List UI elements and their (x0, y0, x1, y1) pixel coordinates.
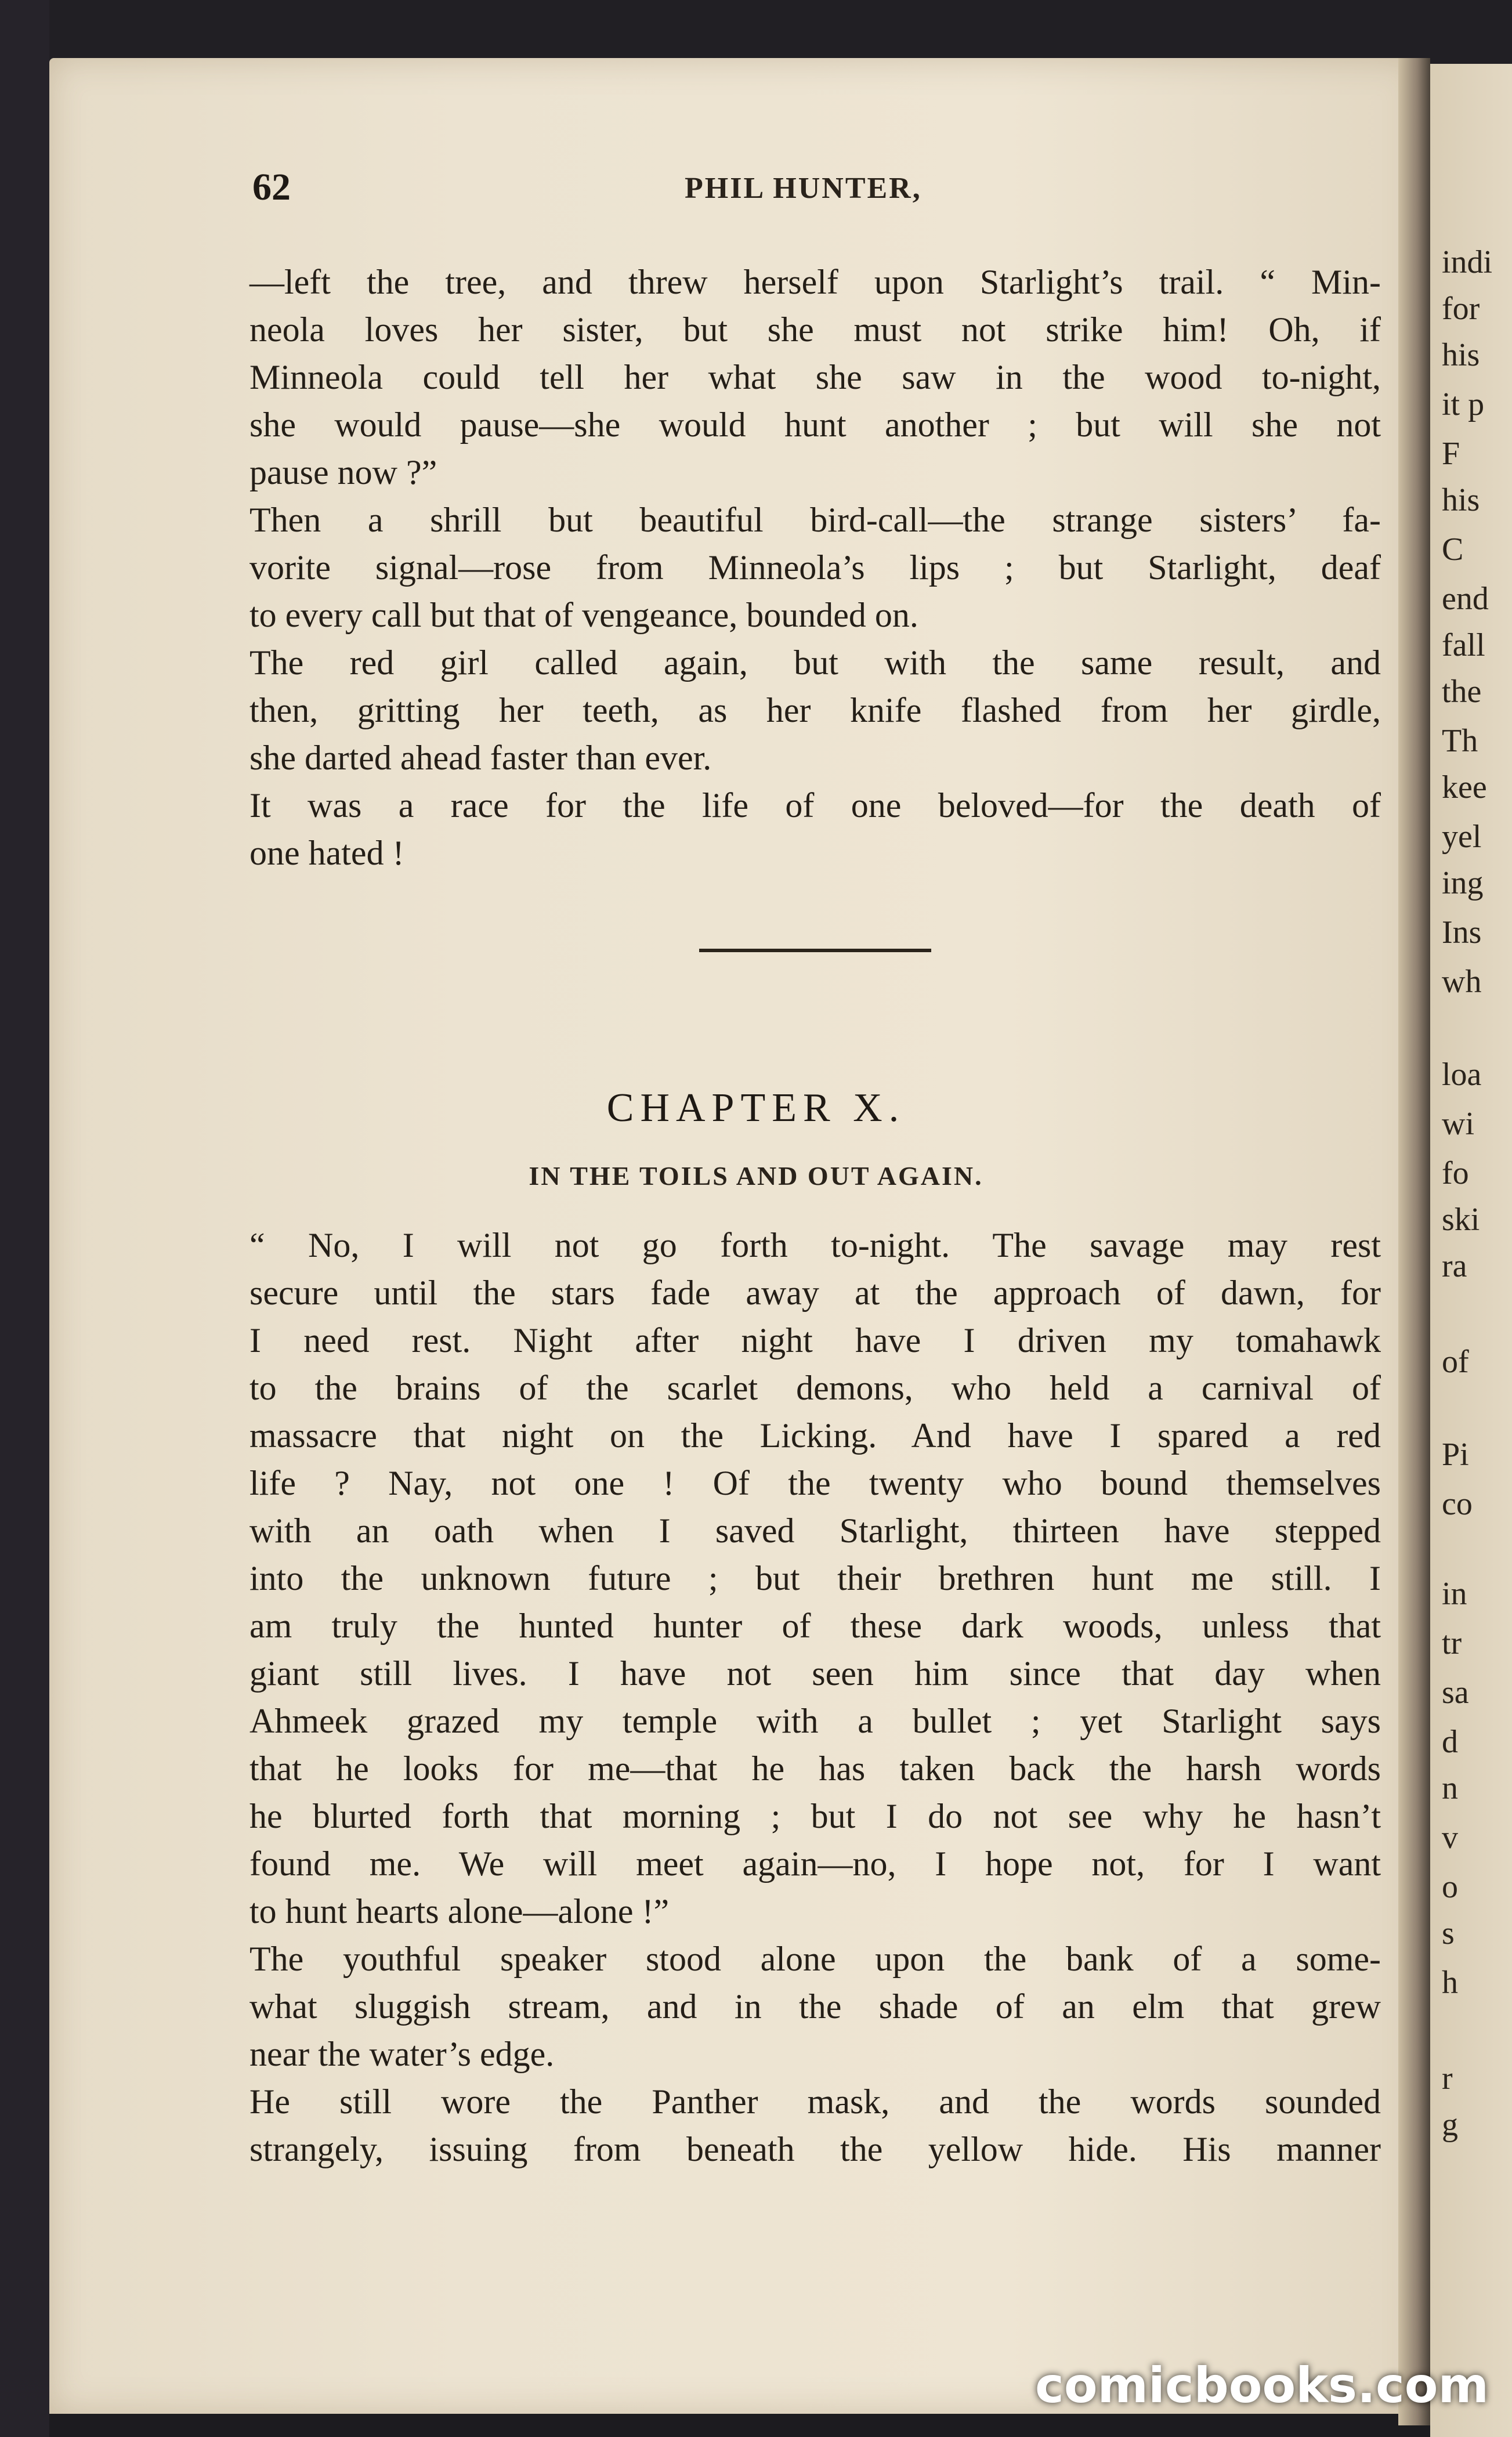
text-line: neola loves her sister, but she must not strike him! Oh, if (249, 310, 1381, 349)
text-line: I need rest. Night after night have I driven my tomahawk (249, 1321, 1381, 1359)
facing-page-fragment: v (1442, 1820, 1458, 1856)
section-rule (699, 949, 931, 952)
watermark: comicbooks.com (1035, 2357, 1489, 2414)
facing-page-fragment: end (1442, 581, 1489, 617)
text-line: am truly the hunted hunter of these dark woods, unless that (249, 1607, 1381, 1645)
text-line: found me. We will meet again—no, I hope not, for I want (249, 1845, 1381, 1883)
facing-page-fragment: h (1442, 1965, 1458, 2001)
facing-page-fragment: d (1442, 1724, 1458, 1760)
facing-page-fragment: Ins (1442, 914, 1482, 950)
text-line: life ? Nay, not one ! Of the twenty who bound themselves (249, 1464, 1381, 1502)
facing-page-fragment: fall (1442, 627, 1485, 663)
text-line: she would pause—she would hunt another ; but will she not (249, 406, 1381, 444)
facing-page-fragment: loa (1442, 1057, 1482, 1093)
facing-page-fragment: kee (1442, 769, 1487, 805)
text-line: to the brains of the scarlet demons, who held a carnival of (249, 1369, 1381, 1407)
text-line: It was a race for the life of one beloved—for the death of (249, 786, 1381, 825)
text-line: The red girl called again, but with the same result, and (249, 643, 1381, 682)
text-line: what sluggish stream, and in the shade of an elm that grew (249, 1987, 1381, 2026)
facing-page-edge (1430, 64, 1512, 2437)
text-line: He still wore the Panther mask, and the words sounded (249, 2082, 1381, 2121)
text-line: massacre that night on the Licking. And have I spared a red (249, 1416, 1381, 1455)
facing-page-fragment: fo (1442, 1155, 1469, 1191)
facing-page-fragment: sa (1442, 1675, 1469, 1711)
dark-background-left (0, 0, 49, 2437)
text-line: he blurted forth that morning ; but I do not see why he hasn’t (249, 1797, 1381, 1835)
facing-page-fragment: o (1442, 1869, 1458, 1905)
facing-page-fragment: C (1442, 531, 1464, 567)
facing-page-fragment: ski (1442, 1202, 1480, 1238)
facing-page-fragment: wi (1442, 1106, 1474, 1142)
facing-page-fragment: yel (1442, 819, 1482, 855)
facing-page-fragment: ra (1442, 1248, 1467, 1284)
text-line: “ No, I will not go forth to-night. The savage may rest (249, 1226, 1381, 1264)
running-head: PHIL HUNTER, (685, 172, 922, 205)
text-line: strangely, issuing from beneath the yellow hide. His manner (249, 2130, 1381, 2168)
facing-page-fragment: his (1442, 337, 1480, 373)
text-line: giant still lives. I have not seen him since that day when (249, 1654, 1381, 1693)
text-line: to hunt hearts alone—alone !” (249, 1892, 670, 1930)
facing-page-fragment: F (1442, 436, 1460, 472)
facing-page-fragment: ing (1442, 865, 1484, 901)
text-line: vorite signal—rose from Minneola’s lips ; but Starlight, deaf (249, 548, 1381, 587)
facing-page-fragment: co (1442, 1486, 1473, 1522)
facing-page-fragment: the (1442, 674, 1482, 710)
chapter-subtitle: IN THE TOILS AND OUT AGAIN. (529, 1161, 983, 1191)
facing-page-fragment: g (1442, 2107, 1458, 2143)
chapter-heading: CHAPTER X. (606, 1086, 906, 1130)
facing-page-fragment: Pi (1442, 1437, 1469, 1473)
text-line: to every call but that of vengeance, bounded on. (249, 596, 918, 634)
text-line: Ahmeek grazed my temple with a bullet ; yet Starlight says (249, 1702, 1381, 1740)
text-line: that he looks for me—that he has taken back the harsh words (249, 1749, 1381, 1788)
book-gutter (1398, 58, 1430, 2425)
text-line: she darted ahead faster than ever. (249, 739, 712, 777)
text-line: Then a shrill but beautiful bird-call—the strange sisters’ fa- (249, 501, 1381, 539)
page-number: 62 (252, 166, 291, 208)
facing-page-fragment: in (1442, 1576, 1467, 1612)
facing-page-fragment: Th (1442, 723, 1478, 759)
text-line: one hated ! (249, 834, 404, 872)
text-line: pause now ?” (249, 453, 437, 491)
facing-page-fragment: wh (1442, 964, 1482, 1000)
facing-page-fragment: s (1442, 1915, 1455, 1951)
facing-page-fragment: indi (1442, 244, 1493, 280)
text-line: The youthful speaker stood alone upon the bank of a some- (249, 1940, 1381, 1978)
text-line: —left the tree, and threw herself upon Starlight’s trail. “ Min- (249, 263, 1381, 301)
facing-page-fragment: r (1442, 2060, 1453, 2096)
text-line: near the water’s edge. (249, 2035, 555, 2073)
facing-page-fragment: for (1442, 291, 1480, 327)
facing-page-fragment: it p (1442, 386, 1485, 422)
text-line: secure until the stars fade away at the approach of dawn, for (249, 1274, 1381, 1312)
text-line: into the unknown future ; but their brethren hunt me still. I (249, 1559, 1381, 1597)
text-line: Minneola could tell her what she saw in the wood to-night, (249, 358, 1381, 396)
facing-page-fragment: tr (1442, 1625, 1462, 1661)
facing-page-fragment: his (1442, 482, 1480, 518)
text-line: then, gritting her teeth, as her knife flashed from her girdle, (249, 691, 1381, 729)
facing-page-fragment: n (1442, 1770, 1458, 1806)
facing-page-fragment: of (1442, 1344, 1469, 1380)
text-line: with an oath when I saved Starlight, thirteen have stepped (249, 1512, 1381, 1550)
